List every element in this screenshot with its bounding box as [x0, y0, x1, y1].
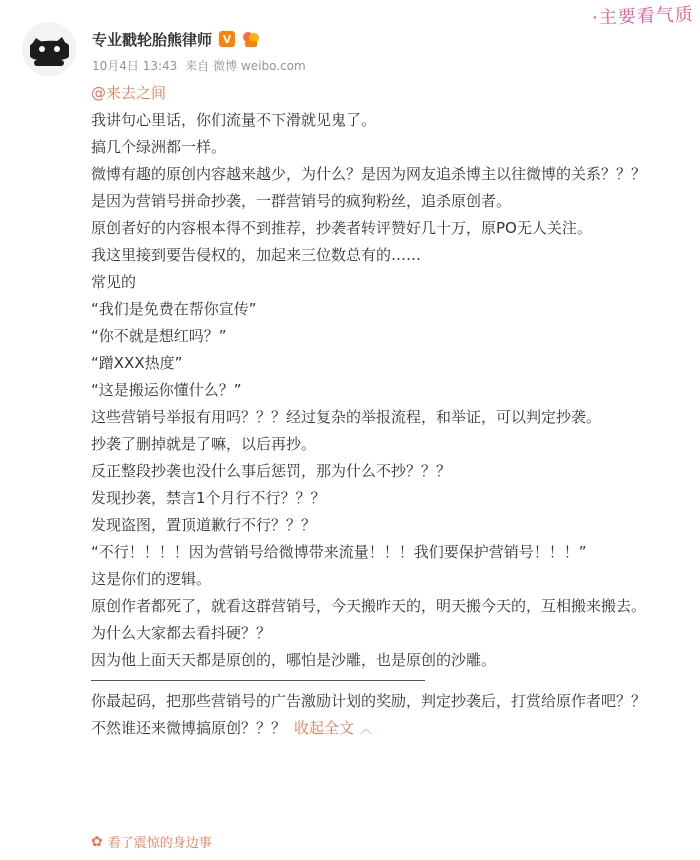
- watermark: ·主要看气质: [591, 4, 695, 29]
- collapse-label: 收起全文: [294, 719, 355, 737]
- post-paragraph: 发现抄袭，禁言1个月行不行？？？: [91, 489, 326, 507]
- post-paragraph: 反正整段抄袭也没什么事后惩罚，那为什么不抄？？？: [91, 462, 452, 480]
- post-header: [92, 28, 310, 74]
- post-paragraph: “蹭XXX热度”: [91, 354, 183, 372]
- username[interactable]: 专业戳轮胎熊律师: [92, 30, 213, 49]
- post-paragraph: 这些营销号举报有用吗？？？经过复杂的举报流程，和举证，可以判定抄袭。: [91, 408, 602, 426]
- fan-medal-icon[interactable]: [241, 30, 261, 48]
- post-paragraph: 搞几个绿洲都一样。: [91, 138, 227, 156]
- name-row: [92, 28, 310, 50]
- post-paragraph: 微博有趣的原创内容越来越少，为什么？是因为网友追杀博主以往微博的关系？？？: [91, 165, 647, 183]
- avatar[interactable]: [22, 22, 76, 76]
- post-paragraph: 我讲句心里话，你们流量不下滑就见鬼了。: [91, 111, 377, 129]
- post-paragraph: 为什么大家都去看抖硬？？: [91, 624, 272, 642]
- post-paragraph: 抄袭了删掉就是了嘛，以后再抄。: [91, 435, 317, 453]
- text-divider: [91, 674, 671, 688]
- post-body: [91, 107, 671, 674]
- post-paragraph: 原创作者都死了，就看这群营销号，今天搬昨天的，明天搬今天的，互相搬来搬去。: [91, 597, 647, 615]
- post-paragraph: “这是搬运你懂什么？”: [91, 381, 242, 399]
- chevron-up-icon: ︿: [360, 722, 373, 736]
- post-paragraph: 原创者好的内容根本得不到推荐，抄袭者转评赞好几十万，原PO无人关注。: [91, 219, 592, 237]
- post-paragraph: 你最起码，把那些营销号的广告激励计划的奖励，判定抄袭后，打赏给原作者吧？？: [91, 692, 647, 710]
- last-line-text: 不然谁还来微博搞原创？？？: [91, 719, 287, 737]
- related-topic-link[interactable]: [91, 832, 212, 851]
- collapse-button[interactable]: [294, 719, 372, 737]
- bear-avatar-icon: [22, 22, 76, 76]
- related-topic-label: 看了震惊的身边事: [107, 836, 212, 851]
- post-date[interactable]: 10月4日 13:43: [92, 59, 178, 73]
- post-source[interactable]: 微博 weibo.com: [213, 59, 306, 73]
- post-paragraph: “你不就是想红吗？”: [91, 327, 227, 345]
- post-paragraph: “不行！！！！因为营销号给微博带来流量！！！我们要保护营销号！！！”: [91, 543, 587, 561]
- verified-v-icon[interactable]: V: [219, 31, 235, 47]
- post-content: [91, 80, 671, 743]
- post-paragraph: “我们是免费在帮你宣传”: [91, 300, 257, 318]
- post-paragraph: 是因为营销号拼命抄袭，一群营销号的疯狗粉丝，追杀原创者。: [91, 192, 512, 210]
- post-paragraph: 发现盗图，置顶道歉行不行？？？: [91, 516, 317, 534]
- flower-icon: ✿: [91, 833, 103, 850]
- post-paragraph: 我这里接到要告侵权的，加起来三位数总有的……: [91, 246, 422, 264]
- mention-link[interactable]: @来去之间: [91, 84, 167, 102]
- post-last-line: [91, 715, 671, 743]
- source-prefix: 来自: [185, 59, 210, 73]
- post-paragraph: 常见的: [91, 273, 137, 291]
- post-meta: [92, 57, 310, 74]
- post-paragraph: 因为他上面天天都是原创的，哪怕是沙雕，也是原创的沙雕。: [91, 651, 497, 669]
- post-paragraph: 这是你们的逻辑。: [91, 570, 212, 588]
